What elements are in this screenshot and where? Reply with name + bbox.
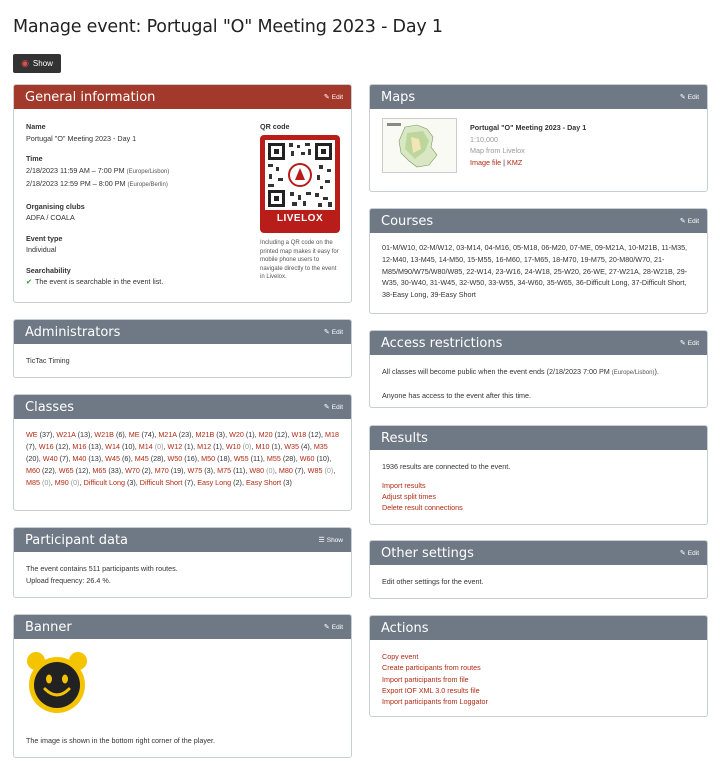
maps-header [370, 85, 707, 109]
class-item: W21B (6), [94, 430, 129, 439]
results-panel [369, 425, 708, 525]
edit-icon: ✎ [323, 94, 330, 101]
map-source: Map from Livelox [470, 146, 525, 155]
class-link[interactable]: W20 [229, 430, 244, 439]
edit-label: Edit [687, 93, 699, 101]
class-count: (0) [70, 478, 80, 488]
class-item: ME (74), [128, 430, 159, 439]
name-value: Portugal "O" Meeting 2023 - Day 1 [26, 133, 137, 143]
class-item: W20 (1), [229, 430, 259, 439]
class-count: (28) [282, 454, 296, 464]
other-settings-header [370, 541, 707, 565]
searchability-value: The event is searchable in the event list. [35, 277, 164, 286]
class-item: M70 (19), [154, 466, 188, 476]
class-item: W75 (3), [187, 466, 218, 476]
class-count: (7) [26, 442, 35, 452]
map-name: Portugal "O" Meeting 2023 - Day 1 [470, 123, 587, 132]
class-link[interactable]: W40 [42, 454, 58, 464]
class-item: M20 (12), [258, 430, 292, 439]
class-item: M35 (20), [26, 442, 328, 464]
class-item: W85 (0), [307, 466, 336, 476]
upload-frequency-text: Upload frequency: 26.4 %. [26, 575, 111, 585]
class-link[interactable]: W16 [38, 442, 54, 452]
class-link[interactable]: W85 [307, 466, 323, 476]
class-item: M50 (18), [201, 454, 234, 464]
participant-data-panel [13, 527, 352, 598]
class-link[interactable]: W21A [56, 430, 76, 439]
class-item: W45 (6), [105, 454, 135, 464]
time-value-2: 2/18/2023 12:59 PM – 8:00 PM [26, 179, 126, 188]
class-link[interactable]: M35 [313, 442, 328, 452]
results-count-text: 1936 results are connected to the event. [382, 462, 511, 471]
class-link[interactable]: W50 [167, 454, 183, 464]
class-count: (12) [55, 442, 69, 452]
edit-icon: ✎ [679, 218, 686, 225]
class-count: (37) [39, 430, 53, 439]
banner-body [14, 639, 351, 758]
class-count: (0) [324, 466, 334, 476]
classes-list [14, 419, 351, 500]
export-iof-xml-link[interactable]: Export IOF XML 3.0 results file [382, 685, 480, 695]
class-count: (6) [115, 430, 125, 439]
class-count: (7) [59, 454, 69, 464]
courses-panel [369, 208, 708, 314]
class-item: M16 (13), [72, 442, 106, 452]
edit-classes-link[interactable] [324, 403, 343, 411]
class-link[interactable]: W14 [105, 442, 120, 452]
qr-code-icon [265, 140, 335, 210]
edit-other-settings-link[interactable] [680, 549, 699, 557]
administrator-name: TicTac Timing [26, 356, 70, 365]
class-count: (0) [266, 466, 275, 476]
class-link[interactable]: M18 [325, 430, 339, 439]
class-link[interactable]: W65 [58, 466, 74, 476]
eye-icon: ◉ [21, 58, 29, 68]
create-participants-from-routes-link[interactable]: Create participants from routes [382, 663, 481, 673]
edit-label: Edit [331, 623, 343, 631]
edit-label: Edit [687, 339, 699, 347]
class-item: W70 (2), [125, 466, 155, 476]
access-line-1: All classes will become public when the event ends (2/18/2023 7:00 PM [382, 367, 610, 376]
class-item: M75 (11), [217, 466, 250, 476]
class-link[interactable]: Difficult Long [83, 478, 125, 488]
class-count: (3) [204, 466, 214, 476]
class-count: (12) [274, 430, 288, 439]
classes-header [14, 395, 351, 419]
edit-label: Edit [331, 328, 343, 336]
class-item: WE (37), [26, 430, 57, 439]
class-link[interactable]: M12 [197, 442, 212, 452]
access-restrictions-panel [369, 330, 708, 408]
map-preview-icon [383, 119, 456, 172]
clubs-value: ADFA / COALA [26, 213, 75, 222]
class-count: (7) [294, 466, 304, 476]
class-item: Difficult Long (3), [83, 478, 140, 488]
edit-icon: ✎ [679, 94, 686, 101]
edit-icon: ✎ [323, 329, 330, 336]
time-label: Time [26, 154, 43, 163]
class-count: (4) [301, 442, 310, 452]
class-link[interactable]: W10 [225, 442, 241, 452]
class-count: (13) [77, 430, 91, 439]
edit-general-link[interactable] [324, 93, 343, 101]
class-count: (0) [154, 442, 164, 452]
edit-administrators-link[interactable] [324, 328, 343, 336]
access-restrictions-header [370, 331, 707, 355]
class-item: M60 (22), [26, 466, 59, 476]
panel-title: Courses [381, 213, 434, 229]
name-label: Name [26, 122, 46, 131]
time-row-2 [26, 178, 251, 192]
general-information-header [14, 85, 351, 109]
delete-result-connections-link[interactable]: Delete result connections [382, 503, 463, 513]
class-link[interactable]: W75 [187, 466, 203, 476]
class-count: (11) [250, 454, 263, 464]
class-item: M10 (1), [255, 442, 285, 452]
class-link[interactable]: M20 [258, 430, 273, 439]
edit-banner-link[interactable] [324, 623, 343, 631]
class-link[interactable]: Easy Short [245, 478, 282, 488]
class-item: M90 (0), [54, 478, 84, 488]
import-results-link[interactable]: Import results [382, 480, 426, 490]
class-item: M85 (0), [26, 478, 55, 488]
panel-title: Classes [25, 399, 74, 415]
class-item: W40 (7), [42, 454, 73, 464]
class-count: (33) [108, 466, 122, 476]
class-item [246, 478, 292, 487]
class-item: W18 (12), [291, 430, 326, 439]
class-link[interactable]: W60 [299, 454, 315, 464]
banner-description: The image is shown in the bottom right corner of the player. [26, 736, 215, 745]
general-information-body [14, 109, 351, 303]
administrators-panel [13, 319, 352, 378]
class-link[interactable]: M55 [266, 454, 281, 464]
results-links [382, 480, 695, 514]
panel-title: Access restrictions [381, 335, 503, 351]
qr-code-description: Including a QR code on the printed map makes it easy for mobile phone users to navigate directly to the event in Livelox. [260, 240, 339, 281]
image-file-link[interactable]: Image file [470, 157, 502, 167]
class-link[interactable]: Difficult Short [139, 478, 183, 488]
class-item: W16 (12), [38, 442, 73, 452]
class-link[interactable]: M80 [278, 466, 293, 476]
map-downloads [470, 157, 586, 169]
class-item: M80 (7), [278, 466, 308, 476]
class-item: W12 (1), [167, 442, 198, 452]
class-count: (2) [141, 466, 151, 476]
class-item: M55 (28), [266, 454, 300, 464]
kmz-link[interactable]: KMZ [507, 157, 523, 167]
class-item: W80 (0), [249, 466, 279, 476]
list-icon: ☰ [318, 537, 325, 544]
edit-label: Edit [687, 549, 699, 557]
class-link[interactable]: M65 [92, 466, 107, 476]
other-settings-body [370, 565, 707, 599]
class-link[interactable]: W45 [105, 454, 120, 464]
class-count: (19) [170, 466, 184, 476]
class-link[interactable]: M90 [54, 478, 69, 488]
class-link[interactable]: M45 [134, 454, 149, 464]
class-link[interactable]: W18 [291, 430, 307, 439]
copy-event-link[interactable]: Copy event [382, 652, 419, 661]
access-anyone-text: Anyone has access to the event after this time. [382, 390, 532, 400]
class-count: (7) [184, 478, 194, 488]
class-count: (12) [75, 466, 89, 476]
class-link[interactable]: M50 [201, 454, 216, 464]
searchability-row [26, 276, 251, 288]
class-link[interactable]: M14 [138, 442, 153, 452]
adjust-split-times-link[interactable]: Adjust split times [382, 491, 436, 501]
class-count: (1) [271, 442, 281, 452]
livelox-brand: LIVELOX [276, 213, 324, 224]
edit-label: Edit [331, 403, 343, 411]
participant-data-body [14, 552, 351, 597]
event-type-label: Event type [26, 233, 63, 243]
panel-title: Banner [25, 619, 72, 635]
class-item: W21A (13), [56, 430, 95, 439]
class-link[interactable]: WE [26, 430, 38, 439]
participant-count-text: The event contains 511 participants with routes. [26, 564, 178, 573]
edit-label: Edit [331, 93, 343, 101]
show-participants-link[interactable] [318, 536, 343, 544]
class-item: M65 (33), [92, 466, 126, 476]
classes-panel [13, 394, 352, 511]
edit-maps-link[interactable] [680, 93, 699, 101]
panel-title: Actions [381, 620, 429, 636]
class-count: (23) [178, 430, 192, 439]
qr-code-label: QR code [260, 122, 290, 131]
class-link[interactable]: W55 [233, 454, 249, 464]
class-count: (1) [213, 442, 222, 452]
map-info [470, 122, 586, 168]
general-information-panel [13, 84, 352, 303]
class-count: (10) [121, 442, 135, 452]
panel-title: Participant data [25, 532, 129, 548]
courses-body [370, 233, 707, 312]
class-link[interactable]: M75 [217, 466, 232, 476]
class-count: (1) [184, 442, 194, 452]
class-count: (0) [242, 442, 252, 452]
edit-label: Edit [687, 217, 699, 225]
class-link[interactable]: M16 [72, 442, 87, 452]
class-item: M21A (23), [158, 430, 196, 439]
class-item: M45 (28), [134, 454, 168, 464]
class-link[interactable]: W12 [167, 442, 183, 452]
page-title: Manage event: Portugal "O" Meeting 2023 - Day 1 [13, 17, 443, 37]
class-item: Difficult Short (7), [139, 478, 198, 488]
maps-panel [369, 84, 708, 192]
class-item: W35 (4), [284, 442, 314, 452]
edit-icon: ✎ [679, 550, 686, 557]
show-label: Show [326, 536, 343, 544]
edit-courses-link[interactable] [680, 217, 699, 225]
class-item: Easy Long (2), [197, 478, 246, 488]
time-row-1 [26, 165, 251, 179]
link-separator: | [503, 157, 506, 167]
actions-header [370, 616, 707, 640]
results-header [370, 426, 707, 450]
class-link[interactable]: M60 [26, 466, 40, 476]
class-count: (16) [184, 454, 198, 464]
show-button-label: Show [32, 59, 53, 68]
class-count: (2) [233, 478, 242, 488]
class-count: (1) [245, 430, 255, 439]
panel-title: Results [381, 430, 428, 446]
administrators-header [14, 320, 351, 344]
class-item: W60 (10), [299, 454, 332, 464]
class-link[interactable]: M21A [158, 430, 177, 439]
class-link[interactable]: W70 [125, 466, 140, 476]
time-value-1: 2/18/2023 11:59 AM – 7:00 PM [26, 165, 125, 175]
class-link[interactable]: M40 [72, 454, 87, 464]
banner-smiley-image [24, 649, 90, 715]
import-participants-from-file-link[interactable]: Import participants from file [382, 674, 469, 684]
edit-icon: ✎ [679, 340, 686, 347]
panel-title: General information [25, 89, 156, 105]
map-scale: 1:10,000 [470, 134, 498, 144]
time-zone-2: (Europe/Berlin) [127, 182, 168, 188]
access-line-end: ). [654, 367, 659, 376]
clubs-label: Organising clubs [26, 201, 85, 211]
class-item: W14 (10), [105, 442, 139, 452]
class-item: M14 (0), [138, 442, 168, 452]
event-type-value: Individual [26, 245, 57, 254]
class-count: (10) [316, 454, 330, 464]
show-event-button[interactable] [13, 54, 61, 73]
qr-code-pattern [265, 140, 335, 210]
banner-header [14, 615, 351, 639]
edit-icon: ✎ [323, 404, 330, 411]
class-item: W50 (16), [167, 454, 202, 464]
class-count: (18) [217, 454, 230, 464]
panel-title: Administrators [25, 324, 121, 340]
class-item: M40 (13), [72, 454, 106, 464]
results-body [370, 450, 707, 524]
panel-title: Maps [381, 89, 416, 105]
class-link[interactable]: M21B [195, 430, 215, 439]
participant-data-header [14, 528, 351, 552]
actions-body [370, 640, 707, 717]
class-count: (20) [26, 454, 39, 464]
class-link[interactable]: W80 [249, 466, 265, 476]
class-count: (28) [150, 454, 164, 464]
class-item: W10 (0), [225, 442, 256, 452]
administrators-body [14, 344, 351, 378]
class-count: (13) [88, 454, 102, 464]
time-zone-1: (Europe/Lisbon) [126, 168, 170, 175]
access-time-zone: (Europe/Lisbon) [611, 370, 655, 376]
class-count: (0) [41, 478, 51, 488]
other-settings-panel [369, 540, 708, 599]
class-link[interactable]: ME [128, 430, 140, 439]
class-count: (13) [88, 442, 102, 452]
actions-panel [369, 615, 708, 717]
class-count: (3) [216, 430, 226, 439]
other-settings-text: Edit other settings for the event. [382, 577, 484, 586]
class-link[interactable]: M70 [154, 466, 169, 476]
banner-panel [13, 614, 352, 758]
class-count: (3) [126, 478, 136, 488]
import-participants-from-loggator-link[interactable]: Import participants from Loggator [382, 697, 488, 707]
class-item: W55 (11), [233, 454, 267, 464]
map-thumbnail[interactable] [382, 118, 457, 173]
courses-header [370, 209, 707, 233]
class-link[interactable]: W35 [284, 442, 300, 452]
edit-access-link[interactable] [680, 339, 699, 347]
class-count: (12) [308, 430, 322, 439]
class-item: M12 (1), [197, 442, 226, 452]
class-link[interactable]: M10 [255, 442, 270, 452]
edit-icon: ✎ [323, 624, 330, 631]
searchability-label: Searchability [26, 265, 71, 275]
class-link[interactable]: Easy Long [197, 478, 232, 488]
class-count: (6) [121, 454, 131, 464]
class-item: W65 (12), [58, 466, 93, 476]
class-count: (22) [41, 466, 55, 476]
access-public-text [382, 366, 695, 380]
class-count: (11) [233, 466, 246, 476]
class-item: M18 (7), [26, 430, 339, 452]
class-count: (74) [141, 430, 155, 439]
panel-title: Other settings [381, 545, 474, 561]
class-count: (3) [283, 478, 292, 488]
class-link[interactable]: M85 [26, 478, 40, 488]
class-item: M21B (3), [195, 430, 230, 439]
qr-code-image[interactable] [260, 135, 340, 233]
courses-list: 01-M/W10, 02-M/W12, 03-M14, 04-M16, 05-M18, 06-M20, 07-ME, 09-M21A, 10-M21B, 11-M35, 12-M40, 13-M45, 14-M50, 15-M55, 16-M60, 17-M65, 18-M70, 19-M75, 20-M80/W70, 21-M85/M90/W75/W80/W85, 22-W14, 23-W16, 24-W18, 25-W20, 26-WE, 27-W21A, 28-W21B, 29-W35, 30-W40, 31-W45, 32-W50, 33-W55, 34-W60, 35-W65, 36-Difficult Long, 37-Difficult Short, 38-Easy Long, 39-Easy Short [382, 243, 688, 300]
check-icon: ✔ [26, 277, 33, 286]
access-restrictions-body [370, 355, 707, 408]
class-link[interactable]: W21B [94, 430, 114, 439]
